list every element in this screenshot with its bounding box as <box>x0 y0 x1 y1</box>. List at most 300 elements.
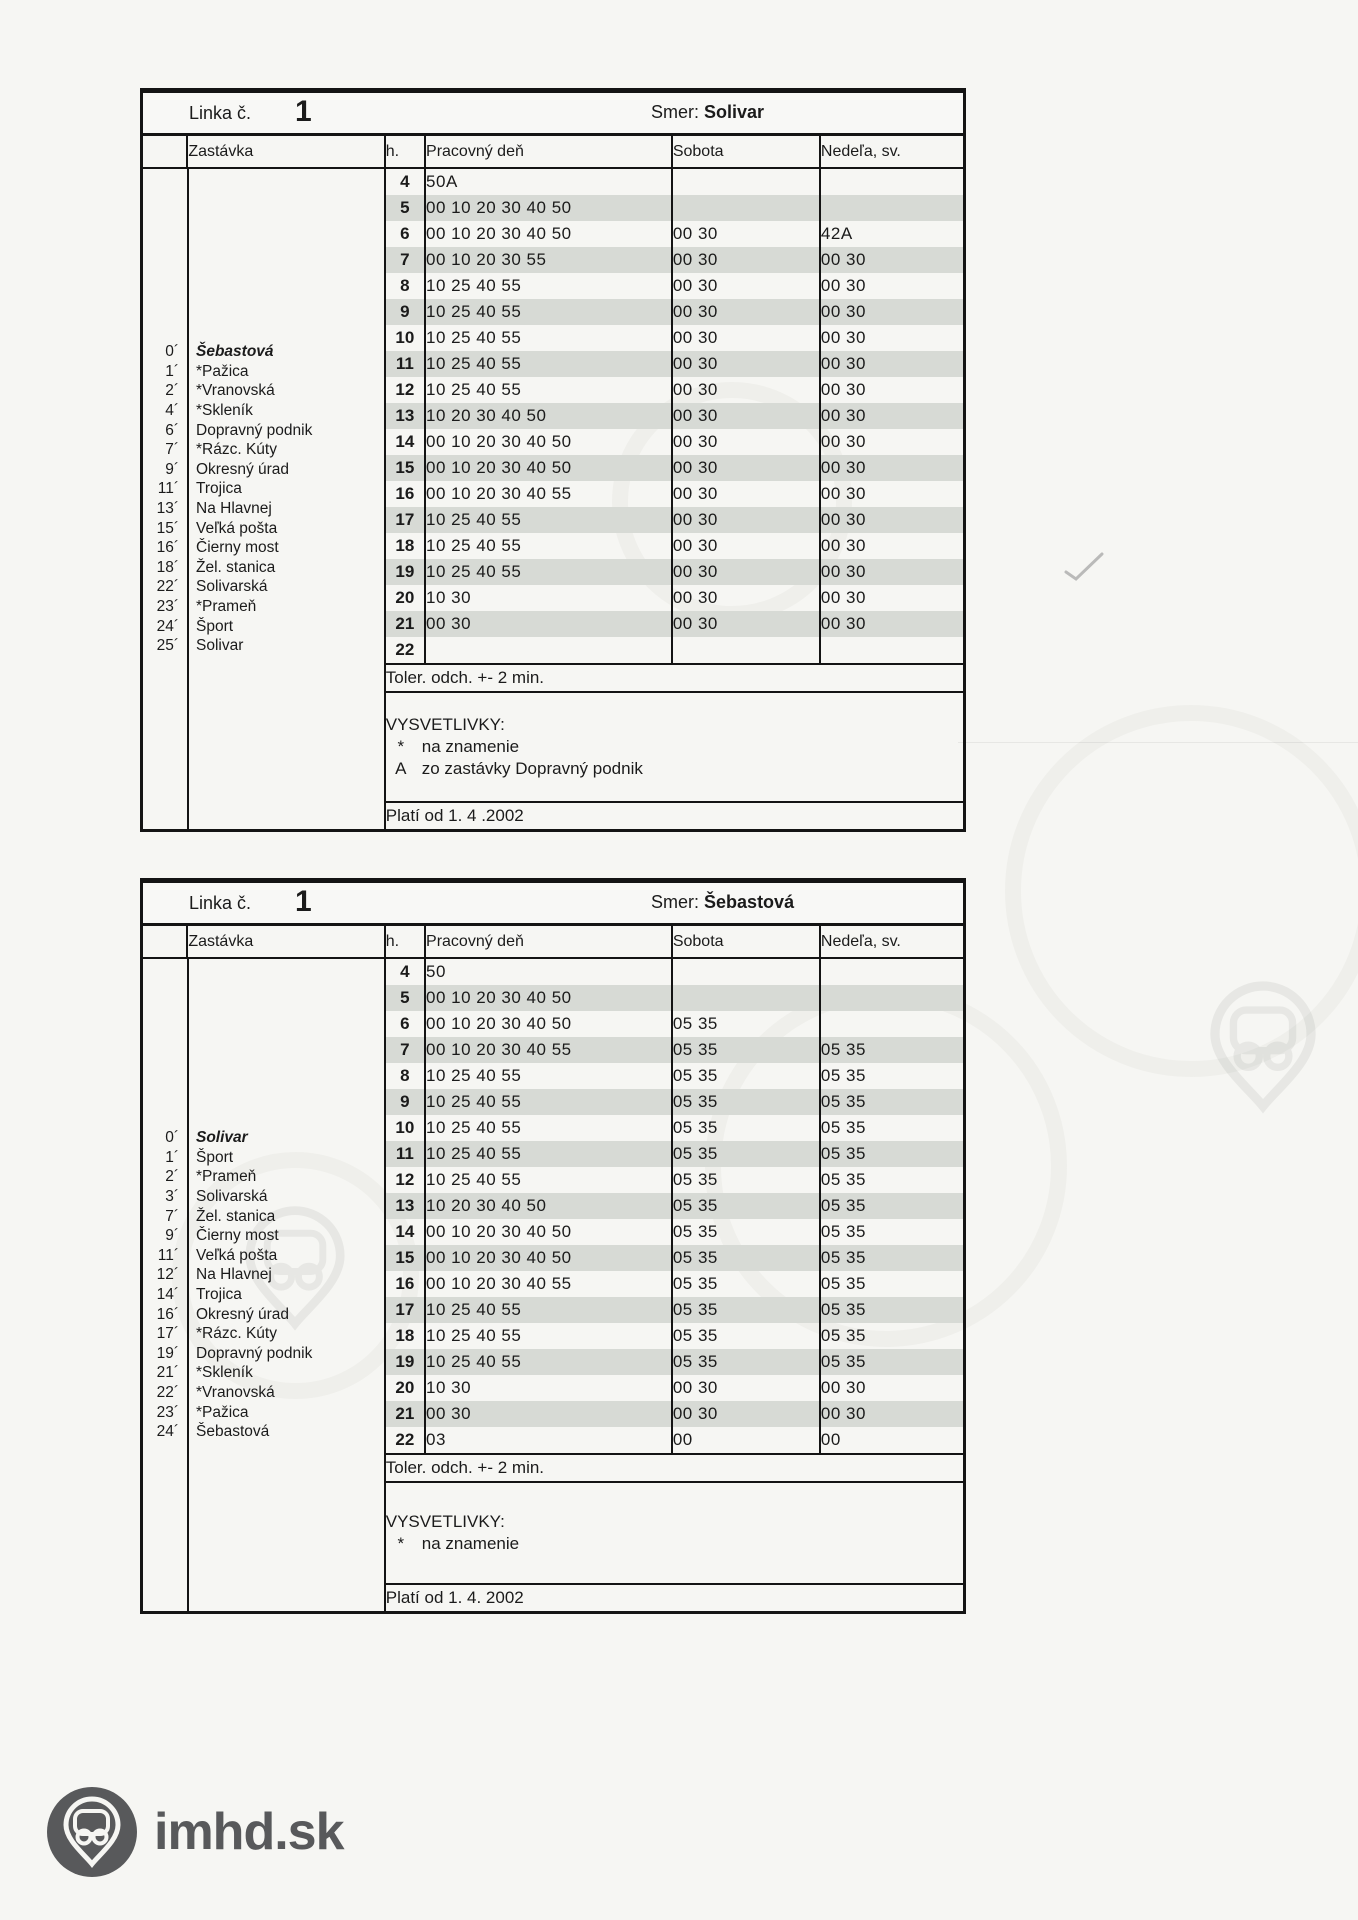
saturday-times-cell: 00 30 <box>672 611 820 637</box>
sunday-times-cell: 05 35 <box>820 1245 963 1271</box>
saturday-times-cell: 00 30 <box>672 221 820 247</box>
stop-minute-offset: 2´ <box>165 382 179 400</box>
stop-row <box>143 1383 384 1403</box>
saturday-times-cell: 00 30 <box>672 1375 820 1401</box>
sunday-times-cell: 00 30 <box>820 1401 963 1427</box>
workday-times-cell <box>425 637 672 664</box>
tolerance-note: Toler. odch. +- 2 min. <box>385 1454 963 1482</box>
workday-times-cell: 10 25 40 55 <box>425 533 672 559</box>
saturday-times-cell: 00 30 <box>672 1401 820 1427</box>
workday-times-cell: 10 25 40 55 <box>425 507 672 533</box>
sunday-column-header: Nedeľa, sv. <box>820 136 963 168</box>
workday-times-cell: 00 10 20 30 40 50 <box>425 221 672 247</box>
saturday-times-cell: 00 30 <box>672 377 820 403</box>
checkmark-artifact <box>1062 552 1106 582</box>
stop-name: *Rázc. Kúty <box>196 1325 277 1343</box>
stop-row <box>143 1167 384 1187</box>
stop-name: *Prameň <box>196 1168 257 1186</box>
legend-item <box>386 737 963 757</box>
sunday-times-cell: 42A <box>820 221 963 247</box>
sunday-times-cell <box>820 195 963 221</box>
corner-cell <box>143 926 187 958</box>
workday-times-cell: 10 25 40 55 <box>425 1141 672 1167</box>
stop-name: Čierny most <box>196 1227 279 1245</box>
stop-row <box>143 1324 384 1344</box>
stop-name: Dopravný podnik <box>196 1344 313 1362</box>
legend-item <box>386 1534 963 1554</box>
workday-times-cell: 00 10 20 30 40 50 <box>425 1011 672 1037</box>
saturday-times-cell: 05 35 <box>672 1297 820 1323</box>
saturday-times-cell: 00 30 <box>672 585 820 611</box>
stop-name: Veľká pošta <box>196 1246 278 1264</box>
stop-name: Šebastová <box>196 343 274 361</box>
sunday-times-cell <box>820 637 963 664</box>
hour-cell: 19 <box>385 1349 425 1375</box>
scan-fold-line <box>958 742 1358 743</box>
workday-times-cell: 10 25 40 55 <box>425 1063 672 1089</box>
timetable-sebastova <box>140 878 966 1614</box>
sunday-times-cell: 00 30 <box>820 403 963 429</box>
timetable-grid <box>143 136 963 829</box>
direction-heading <box>651 892 794 913</box>
legend-title: VYSVETLIVKY: <box>385 1512 505 1531</box>
sunday-times-cell <box>820 1011 963 1037</box>
tolerance-note: Toler. odch. +- 2 min. <box>385 664 963 692</box>
stop-name: *Vranovská <box>196 1383 275 1401</box>
sunday-times-cell: 00 30 <box>820 377 963 403</box>
sunday-times-cell: 05 35 <box>820 1323 963 1349</box>
stop-minute-offset: 24´ <box>156 617 179 635</box>
direction-heading <box>651 102 764 123</box>
workday-times-cell: 10 25 40 55 <box>425 1089 672 1115</box>
stop-row <box>143 1363 384 1383</box>
stop-row <box>143 499 384 519</box>
hour-cell: 10 <box>385 325 425 351</box>
workday-column-header: Pracovný deň <box>425 136 672 168</box>
line-number: 1 <box>295 95 312 128</box>
stop-row <box>143 1403 384 1423</box>
workday-times-cell: 10 30 <box>425 1375 672 1401</box>
hour-cell: 6 <box>385 221 425 247</box>
stop-minute-offset: 23´ <box>156 1403 179 1421</box>
saturday-times-cell: 00 30 <box>672 273 820 299</box>
sunday-times-cell: 00 30 <box>820 507 963 533</box>
stop-minute-offset: 15´ <box>156 519 179 537</box>
hour-cell: 12 <box>385 377 425 403</box>
hour-cell: 4 <box>385 168 425 195</box>
hour-cell: 9 <box>385 299 425 325</box>
workday-times-cell: 10 25 40 55 <box>425 1323 672 1349</box>
saturday-times-cell: 00 30 <box>672 325 820 351</box>
stop-minute-offset: 0´ <box>165 343 179 361</box>
saturday-times-cell: 05 35 <box>672 1271 820 1297</box>
stop-minute-offset: 6´ <box>165 421 179 439</box>
saturday-times-cell: 05 35 <box>672 1193 820 1219</box>
hour-cell: 18 <box>385 1323 425 1349</box>
stop-name: Solivar <box>196 637 244 655</box>
saturday-times-cell: 00 30 <box>672 507 820 533</box>
stop-minute-offset: 9´ <box>165 460 179 478</box>
stop-minute-offset: 9´ <box>165 1227 179 1245</box>
hour-cell: 21 <box>385 611 425 637</box>
stop-row <box>143 342 384 362</box>
direction-value: Šebastová <box>704 892 795 912</box>
workday-times-cell: 10 25 40 55 <box>425 1349 672 1375</box>
sunday-times-cell: 05 35 <box>820 1063 963 1089</box>
sunday-times-cell: 00 30 <box>820 481 963 507</box>
stop-row <box>143 479 384 499</box>
sunday-times-cell: 00 30 <box>820 559 963 585</box>
stop-name: Veľká pošta <box>196 519 278 537</box>
saturday-times-cell: 00 30 <box>672 299 820 325</box>
line-label: Linka č. <box>189 893 252 913</box>
saturday-column-header: Sobota <box>672 136 820 168</box>
hour-cell: 20 <box>385 1375 425 1401</box>
stop-row <box>143 421 384 441</box>
sunday-column-header: Nedeľa, sv. <box>820 926 963 958</box>
stop-minute-offset: 14´ <box>156 1286 179 1303</box>
stop-column-header: Zastávka <box>187 136 384 168</box>
hour-cell: 13 <box>385 403 425 429</box>
stop-name: Na Hlavnej <box>196 1266 272 1284</box>
hour-cell: 14 <box>385 429 425 455</box>
legend-symbol: * <box>397 1534 405 1553</box>
stop-minute-offset: 17´ <box>156 1325 179 1343</box>
saturday-column-header: Sobota <box>672 926 820 958</box>
stop-minute-offset: 11´ <box>157 1246 179 1264</box>
hour-cell: 10 <box>385 1115 425 1141</box>
column-header-row <box>143 926 963 958</box>
stop-minute-offset: 16´ <box>156 539 179 557</box>
stop-column-header: Zastávka <box>187 926 384 958</box>
hour-cell: 11 <box>385 351 425 377</box>
saturday-times-cell: 05 35 <box>672 1323 820 1349</box>
stop-name: Šport <box>196 1148 234 1166</box>
hour-cell: 16 <box>385 1271 425 1297</box>
workday-times-cell: 50 <box>425 958 672 985</box>
saturday-times-cell: 05 35 <box>672 1037 820 1063</box>
stop-minute-offset: 16´ <box>156 1305 179 1323</box>
sunday-times-cell: 05 35 <box>820 1141 963 1167</box>
workday-times-cell: 10 25 40 55 <box>425 1297 672 1323</box>
stop-minute-offset: 21´ <box>156 1364 179 1382</box>
stop-row <box>143 636 384 656</box>
sunday-times-cell: 05 35 <box>820 1219 963 1245</box>
saturday-times-cell: 05 35 <box>672 1011 820 1037</box>
imhd-logo-icon <box>46 1786 138 1878</box>
workday-times-cell: 00 10 20 30 40 50 <box>425 429 672 455</box>
stop-name: Žel. stanica <box>196 1207 276 1225</box>
hour-cell: 6 <box>385 1011 425 1037</box>
hour-cell: 17 <box>385 1297 425 1323</box>
hour-column-header: h. <box>385 136 425 168</box>
hour-cell: 7 <box>385 1037 425 1063</box>
saturday-times-cell: 00 30 <box>672 481 820 507</box>
watermark-logo-icon <box>1178 962 1348 1132</box>
saturday-times-cell: 05 35 <box>672 1245 820 1271</box>
saturday-times-cell: 00 30 <box>672 351 820 377</box>
stop-minute-offset: 13´ <box>156 500 179 517</box>
stop-minute-offset: 22´ <box>156 578 179 596</box>
workday-times-cell: 10 25 40 55 <box>425 351 672 377</box>
workday-times-cell: 00 10 20 30 40 50 <box>425 195 672 221</box>
stop-row <box>143 1246 384 1266</box>
stop-name: *Vranovská <box>196 382 275 400</box>
hour-cell: 21 <box>385 1401 425 1427</box>
imhd-logo-text: imhd.sk <box>154 1803 344 1861</box>
stop-row <box>143 1207 384 1227</box>
stop-minute-offset: 3´ <box>165 1188 179 1206</box>
hour-cell: 14 <box>385 1219 425 1245</box>
direction-label: Smer: <box>651 102 700 122</box>
stop-minute-offset: 7´ <box>165 441 179 459</box>
stop-list-cell <box>143 958 385 1611</box>
saturday-times-cell: 00 <box>672 1427 820 1454</box>
stop-row <box>143 440 384 460</box>
stop-row <box>143 381 384 401</box>
workday-times-cell: 10 20 30 40 50 <box>425 403 672 429</box>
stop-minute-offset: 0´ <box>165 1129 179 1147</box>
stop-row <box>143 362 384 382</box>
sunday-times-cell: 05 35 <box>820 1271 963 1297</box>
corner-cell <box>143 136 187 168</box>
workday-column-header: Pracovný deň <box>425 926 672 958</box>
saturday-times-cell: 05 35 <box>672 1219 820 1245</box>
sunday-times-cell: 05 35 <box>820 1193 963 1219</box>
hour-cell: 8 <box>385 273 425 299</box>
saturday-times-cell <box>672 195 820 221</box>
hour-cell: 19 <box>385 559 425 585</box>
sunday-times-cell: 00 30 <box>820 585 963 611</box>
sunday-times-cell: 00 30 <box>820 611 963 637</box>
stop-name: Šebastová <box>196 1423 270 1441</box>
hour-row <box>143 168 963 195</box>
workday-times-cell: 00 10 20 30 40 55 <box>425 1037 672 1063</box>
hour-cell: 17 <box>385 507 425 533</box>
sunday-times-cell: 05 35 <box>820 1167 963 1193</box>
legend-item <box>386 759 963 779</box>
saturday-times-cell <box>672 958 820 985</box>
hour-cell: 12 <box>385 1167 425 1193</box>
workday-times-cell: 00 10 20 30 40 50 <box>425 1245 672 1271</box>
saturday-times-cell <box>672 637 820 664</box>
workday-times-cell: 00 10 20 30 40 50 <box>425 1219 672 1245</box>
workday-times-cell: 00 30 <box>425 611 672 637</box>
saturday-times-cell: 05 35 <box>672 1349 820 1375</box>
stop-minute-offset: 1´ <box>165 362 179 380</box>
hour-cell: 11 <box>385 1141 425 1167</box>
stop-name: *Skleník <box>196 402 253 420</box>
stop-name: *Rázc. Kúty <box>196 441 277 459</box>
hour-column-header: h. <box>385 926 425 958</box>
hour-cell: 22 <box>385 637 425 664</box>
stop-name: *Pažica <box>196 1403 249 1421</box>
sunday-times-cell: 00 30 <box>820 299 963 325</box>
stop-name: *Pažica <box>196 362 249 380</box>
hour-cell: 20 <box>385 585 425 611</box>
stop-minute-offset: 1´ <box>165 1148 179 1166</box>
sunday-times-cell: 00 30 <box>820 429 963 455</box>
workday-times-cell: 10 30 <box>425 585 672 611</box>
workday-times-cell: 00 30 <box>425 1401 672 1427</box>
stop-row <box>143 401 384 421</box>
saturday-times-cell: 00 30 <box>672 559 820 585</box>
sunday-times-cell: 05 35 <box>820 1115 963 1141</box>
stop-name: Trojica <box>196 480 242 498</box>
stop-row <box>143 577 384 597</box>
sunday-times-cell: 00 30 <box>820 533 963 559</box>
stop-name: Dopravný podnik <box>196 421 313 439</box>
hour-row <box>143 958 963 985</box>
legend-cell <box>385 1482 963 1584</box>
hour-cell: 7 <box>385 247 425 273</box>
sunday-times-cell: 00 30 <box>820 1375 963 1401</box>
sunday-times-cell: 00 30 <box>820 351 963 377</box>
stop-row <box>143 538 384 558</box>
stop-name: Žel. stanica <box>196 558 276 576</box>
stop-minute-offset: 4´ <box>165 402 179 420</box>
workday-times-cell: 10 25 40 55 <box>425 325 672 351</box>
stop-row <box>143 460 384 480</box>
saturday-times-cell <box>672 985 820 1011</box>
hour-cell: 22 <box>385 1427 425 1454</box>
hour-cell: 16 <box>385 481 425 507</box>
sunday-times-cell: 00 30 <box>820 455 963 481</box>
hour-cell: 18 <box>385 533 425 559</box>
timetable-title-row <box>143 93 963 136</box>
hour-cell: 9 <box>385 1089 425 1115</box>
workday-times-cell: 10 25 40 55 <box>425 273 672 299</box>
stop-minute-offset: 7´ <box>165 1207 179 1225</box>
timetable-grid <box>143 926 963 1611</box>
stop-name: Solivar <box>196 1129 248 1147</box>
workday-times-cell: 50A <box>425 168 672 195</box>
stop-name: *Skleník <box>196 1364 253 1382</box>
saturday-times-cell <box>672 168 820 195</box>
hour-cell: 4 <box>385 958 425 985</box>
workday-times-cell: 00 10 20 30 40 50 <box>425 455 672 481</box>
stop-row <box>143 597 384 617</box>
legend-symbol: * <box>397 737 405 756</box>
sunday-times-cell: 00 30 <box>820 273 963 299</box>
direction-value: Solivar <box>704 102 765 122</box>
hour-cell: 5 <box>385 985 425 1011</box>
sunday-times-cell: 05 35 <box>820 1089 963 1115</box>
legend-text: na znamenie <box>421 1534 520 1553</box>
stop-row <box>143 519 384 539</box>
line-number: 1 <box>295 885 312 918</box>
workday-times-cell: 10 25 40 55 <box>425 377 672 403</box>
sunday-times-cell: 00 30 <box>820 247 963 273</box>
workday-times-cell: 03 <box>425 1427 672 1454</box>
saturday-times-cell: 00 30 <box>672 533 820 559</box>
saturday-times-cell: 05 35 <box>672 1063 820 1089</box>
sunday-times-cell <box>820 985 963 1011</box>
hour-cell: 15 <box>385 455 425 481</box>
stop-minute-offset: 18´ <box>156 558 179 576</box>
stop-minute-offset: 23´ <box>156 597 179 615</box>
valid-from-note: Platí od 1. 4. 2002 <box>385 1584 963 1611</box>
hour-cell: 5 <box>385 195 425 221</box>
legend-cell <box>385 692 963 802</box>
stop-name: Čierny most <box>196 539 279 557</box>
stop-name: Na Hlavnej <box>196 500 272 517</box>
imhd-logo <box>46 1786 344 1878</box>
stop-name: Okresný úrad <box>196 1305 290 1323</box>
saturday-times-cell: 00 30 <box>672 429 820 455</box>
direction-label: Smer: <box>651 892 700 912</box>
stop-minute-offset: 25´ <box>156 637 179 655</box>
sunday-times-cell: 05 35 <box>820 1349 963 1375</box>
workday-times-cell: 10 25 40 55 <box>425 1167 672 1193</box>
workday-times-cell: 10 25 40 55 <box>425 299 672 325</box>
sunday-times-cell <box>820 168 963 195</box>
stop-row <box>143 1128 384 1148</box>
stop-row <box>143 558 384 578</box>
workday-times-cell: 00 10 20 30 55 <box>425 247 672 273</box>
stop-row <box>143 1226 384 1246</box>
stop-name: *Prameň <box>196 597 257 615</box>
timetable-solivar <box>140 88 966 832</box>
saturday-times-cell: 00 30 <box>672 247 820 273</box>
saturday-times-cell: 05 35 <box>672 1115 820 1141</box>
workday-times-cell: 10 25 40 55 <box>425 559 672 585</box>
stop-row <box>143 1148 384 1168</box>
stop-minute-offset: 11´ <box>157 480 179 498</box>
workday-times-cell: 10 25 40 55 <box>425 1115 672 1141</box>
stop-minute-offset: 22´ <box>156 1383 179 1401</box>
stop-row <box>143 1305 384 1325</box>
sunday-times-cell <box>820 958 963 985</box>
hour-cell: 15 <box>385 1245 425 1271</box>
stop-row <box>143 1187 384 1207</box>
column-header-row <box>143 136 963 168</box>
workday-times-cell: 00 10 20 30 40 55 <box>425 1271 672 1297</box>
stop-name: Solivarská <box>196 578 268 596</box>
stop-name: Trojica <box>196 1286 242 1303</box>
hour-cell: 8 <box>385 1063 425 1089</box>
stop-name: Okresný úrad <box>196 460 290 478</box>
sunday-times-cell: 05 35 <box>820 1297 963 1323</box>
hour-cell: 13 <box>385 1193 425 1219</box>
saturday-times-cell: 05 35 <box>672 1089 820 1115</box>
sunday-times-cell: 00 <box>820 1427 963 1454</box>
saturday-times-cell: 00 30 <box>672 403 820 429</box>
stop-minute-offset: 12´ <box>156 1266 179 1284</box>
workday-times-cell: 00 10 20 30 40 55 <box>425 481 672 507</box>
stop-row <box>143 1265 384 1285</box>
valid-from-note: Platí od 1. 4 .2002 <box>385 802 963 829</box>
stop-name: Solivarská <box>196 1188 268 1206</box>
sunday-times-cell: 00 30 <box>820 325 963 351</box>
stop-row <box>143 1422 384 1442</box>
line-label: Linka č. <box>189 103 252 123</box>
stop-row <box>143 1344 384 1364</box>
stop-minute-offset: 19´ <box>156 1344 179 1362</box>
stop-minute-offset: 24´ <box>156 1423 179 1441</box>
stop-name: Šport <box>196 617 234 635</box>
legend-text: zo zastávky Dopravný podnik <box>421 759 643 778</box>
stop-row <box>143 617 384 637</box>
legend-title: VYSVETLIVKY: <box>385 715 505 734</box>
stop-row <box>143 1285 384 1305</box>
timetable-title-row <box>143 883 963 926</box>
workday-times-cell: 00 10 20 30 40 50 <box>425 985 672 1011</box>
saturday-times-cell: 00 30 <box>672 455 820 481</box>
legend-text: na znamenie <box>421 737 520 756</box>
stop-minute-offset: 2´ <box>165 1168 179 1186</box>
saturday-times-cell: 05 35 <box>672 1141 820 1167</box>
